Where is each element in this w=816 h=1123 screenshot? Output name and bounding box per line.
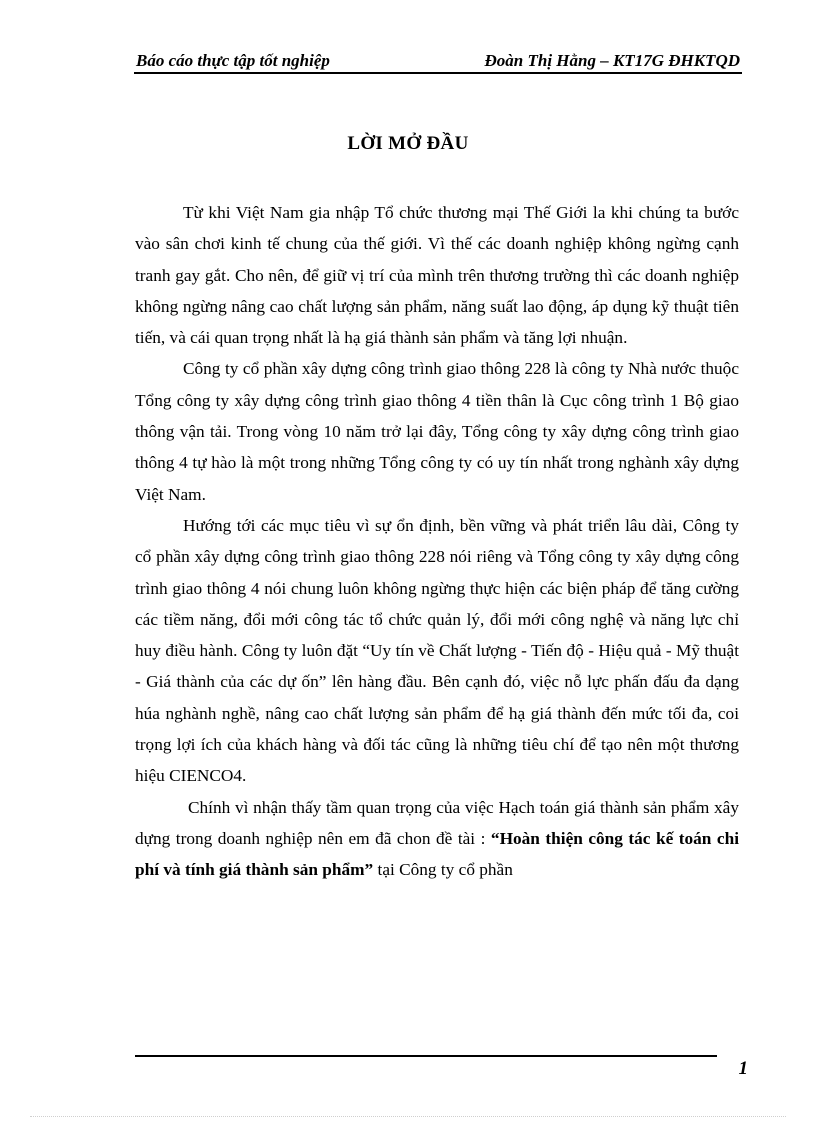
paragraph-3: Hướng tới các mục tiêu vì sự ổn định, bền vững và phát triển lâu dài, Công ty cổ phần xây dựng công trình giao thông 228 nói riêng và Tổng công ty xây dựng công trình giao thông 4 nói chung luôn không ngừng thực hiện các biện pháp để tăng cường các tiềm năng, đổi mới công tác tổ chức quản lý, đổi mới công nghệ và năng lực chỉ huy điều hành. Công ty luôn đặt “Uy tín về Chất lượng - Tiến độ - Hiệu quả - Mỹ thuật - Giá thành của các dự ốn” lên hàng đầu. Bên cạnh đó, việc nỗ lực phấn đấu đa dạng húa nghành nghề, nâng cao chất lượng sản phẩm để hạ giá thành đến mức tối đa, coi trọng lợi ích của khách hàng và đối tác cũng là những tiêu chí để tạo nên một thương hiệu CIENCO4. xyxy=(135,515,739,786)
thesis-topic: “Hoàn thiện công tác kế toán chi phí và tính giá thành sản phẩm” xyxy=(135,828,739,880)
header-author: Đoàn Thị Hằng – KT17G ĐHKTQD xyxy=(484,51,740,70)
paragraph-4-end: tại Công ty cổ phần xyxy=(373,860,513,880)
header-report-title: Báo cáo thực tập tốt nghiệp xyxy=(136,51,330,70)
paragraph-1: Từ khi Việt Nam gia nhập Tổ chức thương mại Thế Giới la khi chúng ta bước vào sân chơi kinh tế chung của thế giới. Vì thế các doanh nghiệp không ngừng cạnh tranh gay gắt. Cho nên, để giữ vị trí của mình trên thương trường thì các doanh nghiệp không ngừng nâng cao chất lượng sản phẩm, năng suất lao động, áp dụng kỹ thuật tiên tiến, và cái quan trọng nhất là hạ giá thành sản phẩm và tăng lợi nhuận. xyxy=(135,203,739,348)
paragraph-2: Công ty cổ phần xây dựng công trình giao thông 228 là công ty Nhà nước thuộc Tổng công ty xây dựng công trình giao thông 4 tiền thân là Cục công trình 1 Bộ giao thông vận tải. Trong vòng 10 năm trở lại đây, Tổng công ty xây dựng công trình giao thông 4 tự hào là một trong những Tổng công ty có uy tín nhất trong nghành xây dựng Việt Nam. xyxy=(135,359,739,504)
footer-divider xyxy=(135,1055,717,1057)
paragraph-4 xyxy=(135,792,739,886)
paragraph-4-start: Chính vì nhận thấy tầm quan trọng của việc Hạch toán giá thành sản phẩm xây dựng trong doanh nghiệp nên em đã chon đề tài : xyxy=(135,797,739,848)
page-header xyxy=(134,48,742,74)
section-title: LỜI MỞ ĐẦU xyxy=(347,133,469,154)
page-number: 1 xyxy=(738,1058,748,1079)
page-bottom-border xyxy=(30,1116,786,1117)
document-body xyxy=(135,197,739,886)
